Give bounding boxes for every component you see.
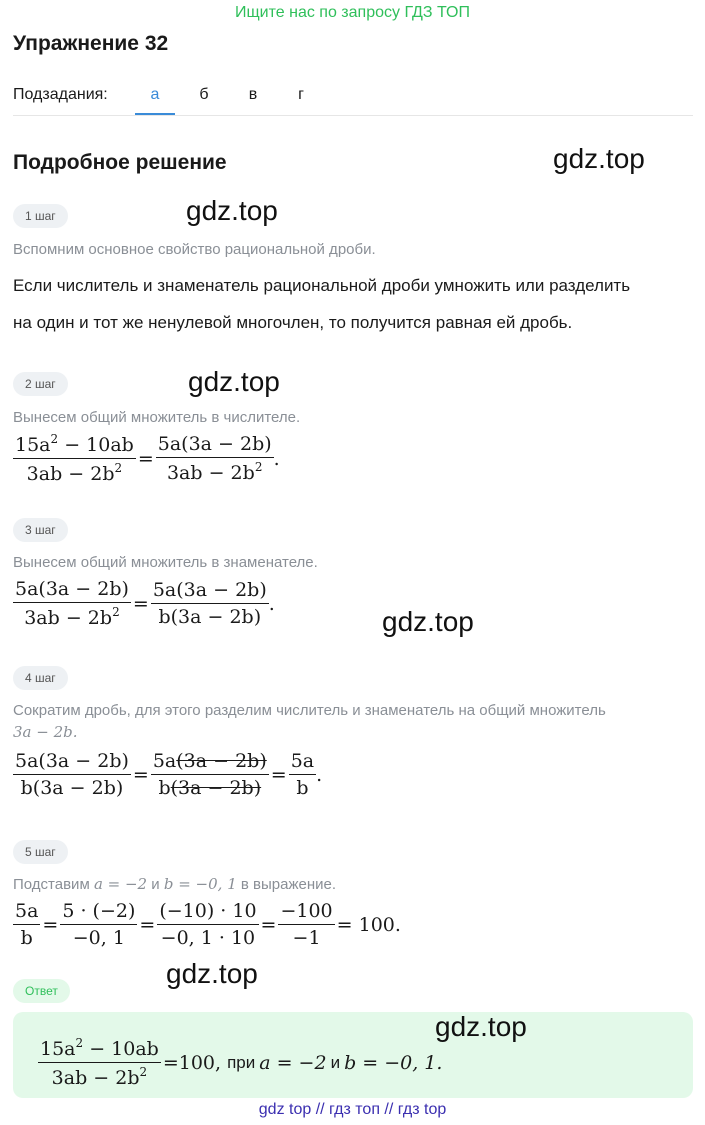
step-2-hint: Вынесем общий множитель в числителе.: [13, 409, 301, 426]
step-1-text-line1: Если числитель и знаменатель рациональной дроби умножить или разделить: [13, 276, 631, 295]
step-4-formula: $\frac{5a(3a - 2b)}{b(3a - 2b)}$ = $\frac{5a(3a - 2b)}{b(3a - 2b)}$ = $\frac{5a}{b}$ .: [15, 750, 323, 799]
page-title: Упражнение 32: [13, 32, 169, 55]
answer-when: при: [227, 1052, 256, 1072]
step-badge-1: 1 шаг: [13, 204, 68, 228]
hint-math-a: a = −2: [93, 875, 148, 893]
step-badge-4: 4 шаг: [13, 666, 68, 690]
step-4-hint-math: 3a − 2b.: [13, 723, 78, 741]
tab-b[interactable]: б: [199, 86, 209, 103]
watermark: gdz.top: [166, 958, 258, 989]
subtasks-label: Подзадания:: [13, 86, 108, 103]
step-badge-5: 5 шаг: [13, 840, 68, 864]
step-1-text-line2: на один и тот же ненулевой многочлен, то получится равная ей дробь.: [13, 313, 573, 332]
step-badge-2: 2 шаг: [13, 372, 68, 396]
watermark: gdz.top: [435, 1011, 527, 1042]
hint-and: и: [151, 876, 160, 893]
step-4-hint: Сократим дробь, для этого разделим числитель и знаменатель на общий множитель: [13, 702, 606, 719]
tab-v[interactable]: в: [248, 86, 258, 103]
active-tab-indicator: [135, 113, 175, 115]
tab-a[interactable]: а: [150, 86, 160, 103]
footer-links[interactable]: gdz top // гдз топ // гдз top: [258, 1101, 447, 1118]
answer-and: и: [330, 1052, 341, 1072]
top-banner: Ищите нас по запросу ГДЗ ТОП: [235, 4, 470, 21]
step-3-hint: Вынесем общий множитель в знаменателе.: [13, 554, 318, 571]
watermark: gdz.top: [553, 143, 645, 174]
hint-math-b: b = −0, 1: [163, 875, 237, 893]
watermark: gdz.top: [382, 606, 474, 637]
step-5-hint: [13, 875, 336, 893]
step-3-formula: $\frac{5a(3a - 2b)}{3ab - 2b^2}$ = $\frac{5a(3a - 2b)}{b(3a - 2b)}$ .: [15, 578, 275, 629]
answer-formula: $\frac{15a^2 - 10ab}{3ab - 2b^2}$ =100, при a = −2 и b = −0, 1.: [40, 1036, 443, 1089]
step-1-hint: Вспомним основное свойство рациональной дроби.: [13, 241, 376, 258]
answer-result: =100,: [162, 1051, 222, 1074]
step-badge-3: 3 шаг: [13, 518, 68, 542]
answer-math-a: a = −2: [259, 1051, 327, 1074]
hint-suffix: в выражение.: [240, 876, 337, 893]
step-2-formula: $\frac{15a^2 - 10ab}{3ab - 2b^2}$ = $\frac{5a(3a - 2b)}{3ab - 2b^2}$ .: [15, 432, 280, 485]
answer-badge: Ответ: [13, 979, 70, 1003]
watermark: gdz.top: [186, 195, 278, 226]
step-5-formula: $\frac{5a}{b}$ = $\frac{5 \cdot (-2)}{-0, 1}$ = $\frac{(-10) \cdot 10}{-0, 1 \cdot 10}$ = $\frac{-100}{-1}$ = 100.: [15, 900, 401, 949]
tabs-divider: [13, 115, 693, 116]
tab-g[interactable]: г: [298, 86, 304, 103]
watermark: gdz.top: [188, 366, 280, 397]
section-title: Подробное решение: [13, 151, 227, 174]
hint-prefix: Подставим: [13, 876, 90, 893]
answer-math-b: b = −0, 1.: [344, 1051, 443, 1074]
